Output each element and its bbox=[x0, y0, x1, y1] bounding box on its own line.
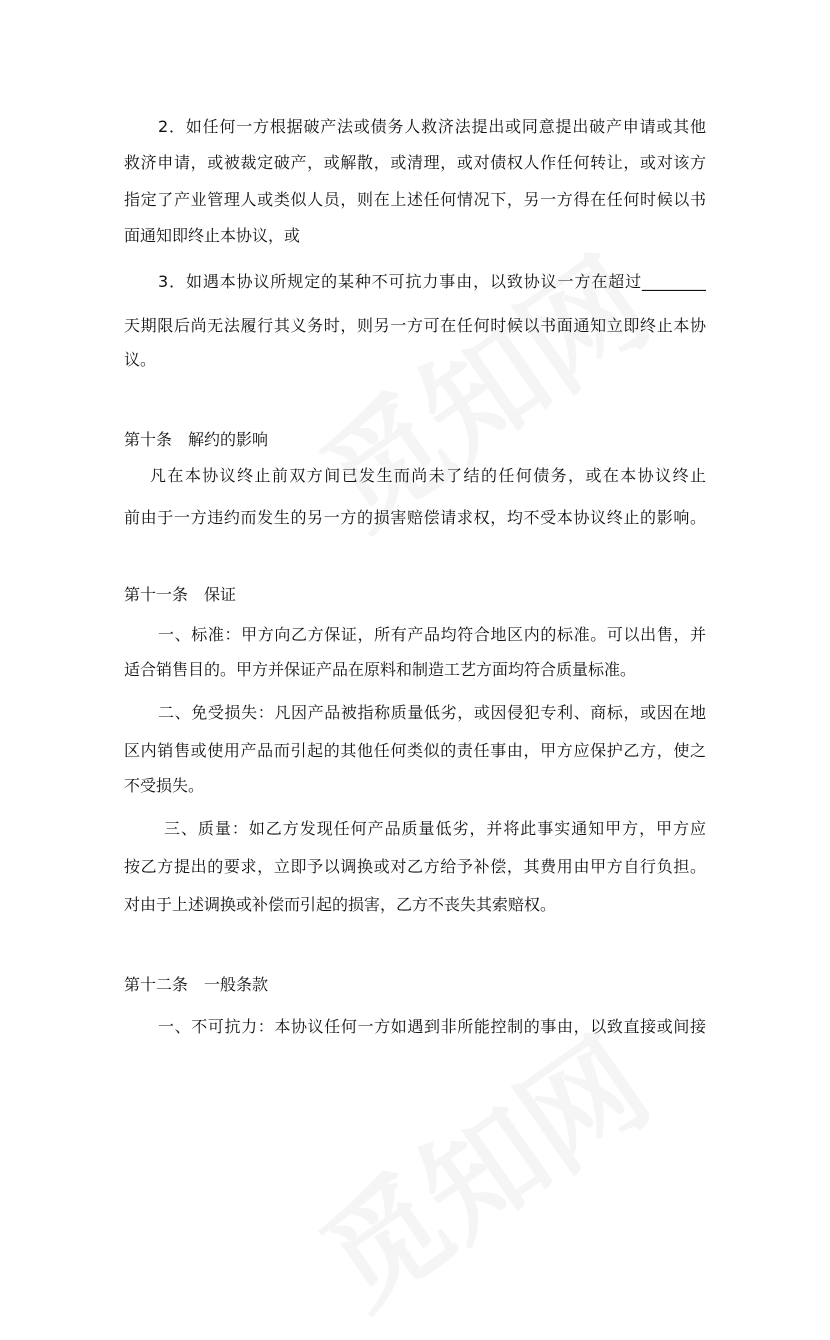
paragraph-line: 对由于上述调换或补偿而引起的损害，乙方不丧失其索赔权。 bbox=[124, 895, 557, 914]
article-heading: 第十条 解约的影响 bbox=[124, 430, 269, 449]
paragraph-line: 区内销售或使用产品而引起的其他任何类似的责任事由，甲方应保护乙方，使之 bbox=[124, 741, 706, 760]
paragraph-line: 不受损失。 bbox=[124, 776, 205, 795]
paragraph-line: 二、免受损失：凡因产品被指称质量低劣，或因侵犯专利、商标，或因在地 bbox=[158, 703, 706, 722]
paragraph-line: 凡在本协议终止前双方间已发生而尚未了结的任何债务，或在本协议终止 bbox=[150, 466, 706, 485]
watermark-text bbox=[283, 992, 677, 1339]
paragraph-line: 一、不可抗力：本协议任何一方如遇到非所能控制的事由，以致直接或间接 bbox=[158, 1017, 706, 1036]
article-heading: 第十二条 一般条款 bbox=[124, 975, 269, 994]
paragraph-line: 议。 bbox=[124, 350, 157, 369]
paragraph-line: 按乙方提出的要求，立即予以调换或对乙方给予补偿，其费用由甲方自行负担。 bbox=[124, 857, 706, 876]
paragraph-line: 指定了产业管理人或类似人员，则在上述任何情况下，另一方得在任何时候以书 bbox=[124, 190, 706, 209]
paragraph-line: 救济申请，或被裁定破产，或解散，或清理，或对债权人作任何转让，或对该方 bbox=[124, 153, 706, 172]
article-heading: 第十一条 保证 bbox=[124, 585, 237, 604]
paragraph-line: 前由于一方违约而发生的另一方的损害赔偿请求权，均不受本协议终止的影响。 bbox=[124, 508, 706, 527]
paragraph-line: 一、标准：甲方向乙方保证，所有产品均符合地区内的标准。可以出售，并 bbox=[158, 625, 706, 644]
paragraph-line: 面通知即终止本协议，或 bbox=[124, 226, 301, 245]
paragraph-line: 天期限后尚无法履行其义务时，则另一方可在任何时候以书面通知立即终止本协 bbox=[124, 316, 706, 335]
paragraph-line: 2．如任何一方根据破产法或债务人救济法提出或同意提出破产申请或其他 bbox=[158, 117, 706, 136]
paragraph-line: 适合销售目的。甲方并保证产品在原料和制造工艺方面均符合质量标准。 bbox=[124, 660, 637, 679]
paragraph-line: 3．如遇本协议所规定的某种不可抗力事由，以致协议一方在超过________ bbox=[158, 272, 706, 291]
paragraph-line: 三、质量：如乙方发现任何产品质量低劣，并将此事实通知甲方，甲方应 bbox=[164, 819, 706, 838]
